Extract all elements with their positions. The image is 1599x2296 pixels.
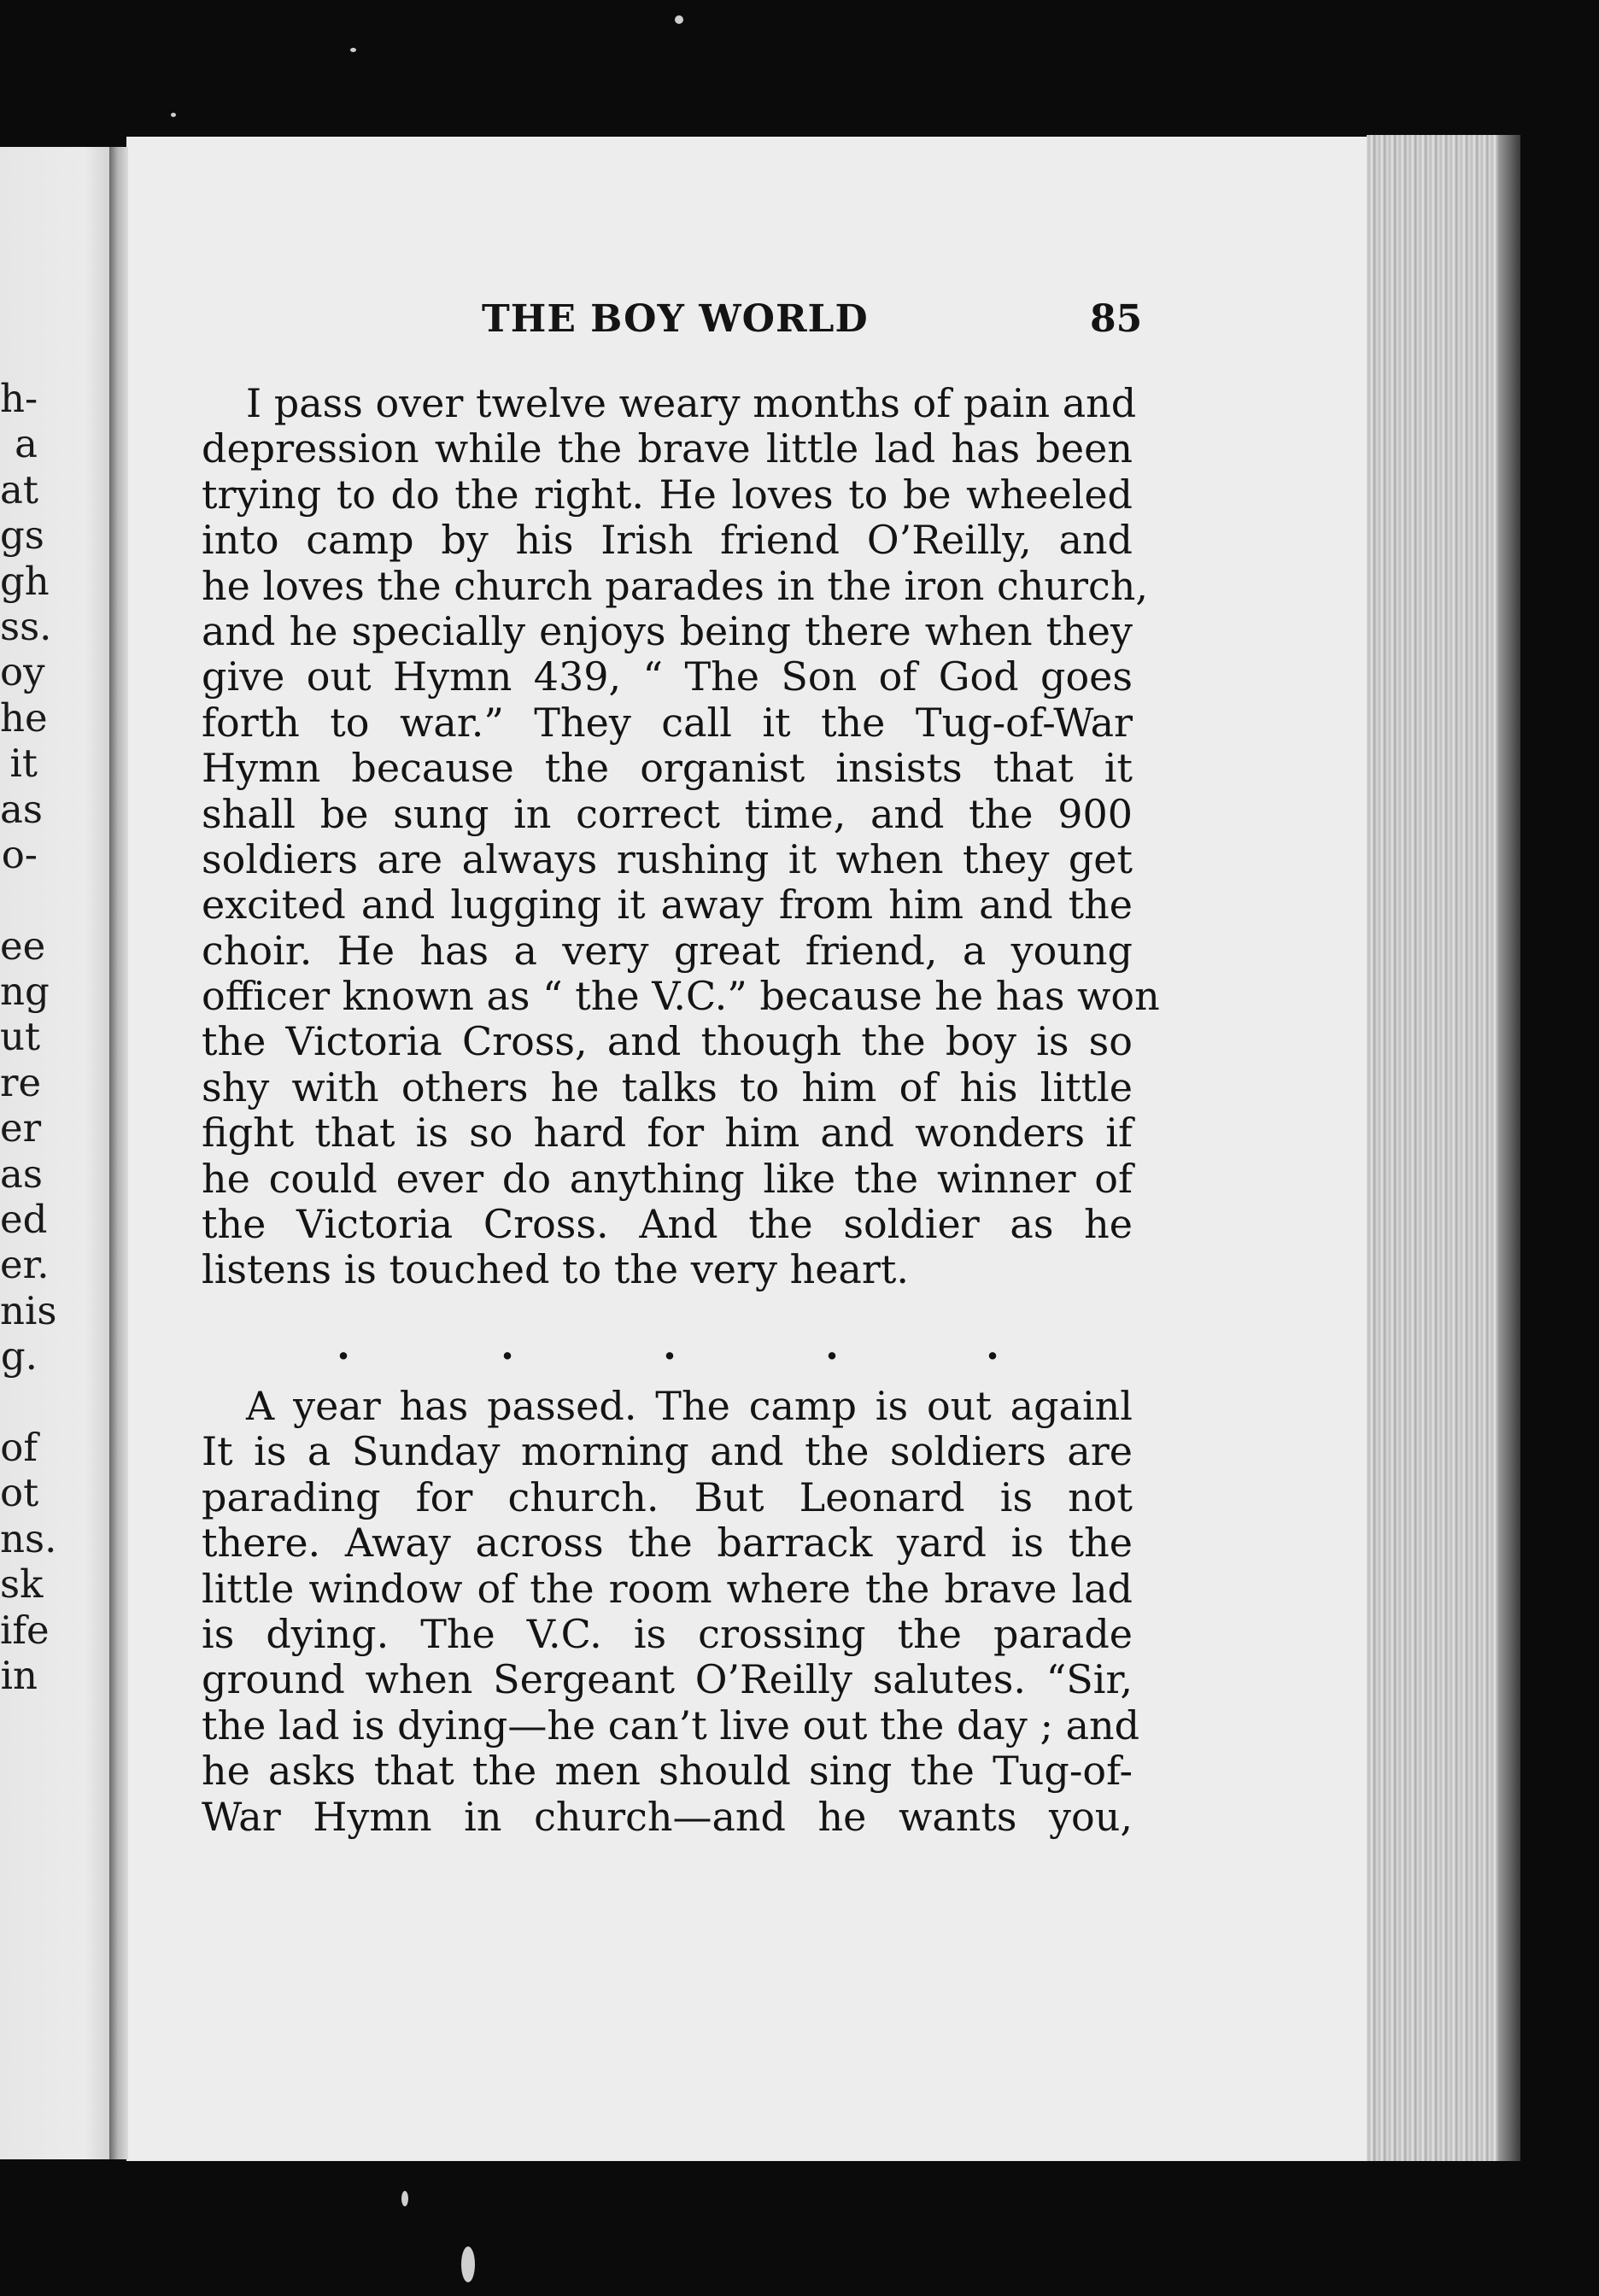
left-fragment: nis (0, 1287, 57, 1333)
left-fragment: er (0, 1105, 42, 1151)
section-dot: . (337, 1322, 351, 1368)
left-fragment: oy (0, 649, 45, 695)
left-fragment: ife (0, 1607, 50, 1653)
scan-speck (350, 48, 356, 52)
section-dot: . (825, 1322, 840, 1368)
running-title: THE BOY WORLD (482, 297, 869, 341)
left-fragment: er. (0, 1242, 50, 1288)
left-fragment: ss. (0, 603, 52, 649)
text-line: Hymn because the organist insists that it (202, 745, 1133, 792)
section-break (202, 1322, 1133, 1374)
scan-speck (461, 2246, 475, 2282)
left-fragment: ns. (0, 1515, 57, 1561)
text-line: the Victoria Cross, and though the boy is so (202, 1018, 1133, 1065)
text-line: soldiers are always rushing it when they get (202, 835, 1133, 882)
left-fragment: re (0, 1059, 42, 1105)
left-fragment: h- (0, 376, 38, 421)
running-head (0, 297, 1599, 348)
left-fragment: ng (0, 969, 50, 1015)
left-fragment: ut (0, 1014, 41, 1060)
text-line: It is a Sunday morning and the soldiers are (202, 1428, 1133, 1475)
left-fragment: as (0, 786, 43, 832)
section-dot: . (663, 1322, 677, 1368)
left-fragment: sk (0, 1561, 44, 1608)
page-edges (1367, 135, 1520, 2161)
text-line: officer known as “ the V.C.” because he has won (202, 973, 1160, 1020)
left-fragment (0, 877, 38, 922)
scan-speck (675, 15, 683, 24)
text-line: shy with others he talks to him of his little (202, 1063, 1133, 1110)
text-line: War Hymn in church—and he wants you, (202, 1793, 1133, 1840)
text-line: and he specially enjoys being there when they (202, 607, 1133, 654)
text-line: fight that is so hard for him and wonders if (202, 1110, 1133, 1157)
paragraph-1 (202, 380, 1160, 1293)
text-line: the Victoria Cross. And the soldier as he (202, 1201, 1133, 1248)
left-fragment: he (0, 694, 48, 741)
left-fragment: gs (0, 512, 44, 559)
book-gutter (109, 147, 128, 2159)
left-fragment: in (0, 1652, 38, 1698)
section-dot: . (986, 1322, 1000, 1368)
left-fragment: gh (0, 558, 50, 604)
text-line: ground when Sergeant O’Reilly salutes. “Sir, (202, 1656, 1133, 1703)
page-number: 85 (1090, 297, 1143, 341)
text-line: excited and lugging it away from him and the (202, 882, 1133, 928)
text-line: into camp by his Irish friend O’Reilly, and (202, 517, 1133, 564)
text-line: trying to do the right. He loves to be wheeled (202, 471, 1133, 518)
left-fragment: ed (0, 1197, 48, 1243)
text-line: choir. He has a very great friend, a young (202, 927, 1133, 974)
left-fragment: at (0, 466, 38, 512)
text-line: give out Hymn 439, “ The Son of God goes (202, 653, 1133, 700)
section-dot: . (501, 1322, 515, 1368)
text-line: parading for church. But Leonard is not (202, 1473, 1133, 1520)
text-line: he could ever do anything like the winner of (202, 1155, 1133, 1202)
text-line: there. Away across the barrack yard is the (202, 1520, 1133, 1567)
left-page-text-fragments (0, 376, 57, 1698)
left-fragment: as (0, 1151, 43, 1197)
text-line: A year has passed. The camp is out againl (246, 1383, 1133, 1429)
left-fragment: o- (1, 831, 38, 877)
left-fragment (0, 1379, 38, 1425)
text-line: shall be sung in correct time, and the 900 (202, 790, 1133, 837)
paragraph-2 (202, 1383, 1140, 1840)
left-fragment: it (9, 741, 38, 787)
text-line: forth to war.” They call it the Tug-of-War (202, 699, 1133, 746)
text-line: listens is touched to the very heart. (202, 1246, 909, 1293)
scan-speck (401, 2191, 408, 2206)
text-line: little window of the room where the brave lad (202, 1565, 1133, 1612)
text-line: he loves the church parades in the iron church, (202, 562, 1149, 609)
text-line: is dying. The V.C. is crossing the parade (202, 1610, 1133, 1657)
left-fragment: a (15, 421, 38, 467)
scan-speck (171, 113, 176, 117)
left-fragment: g. (0, 1333, 38, 1379)
text-line: depression while the brave little lad has been (202, 425, 1133, 472)
left-fragment: ot (0, 1470, 39, 1516)
text-line: he asks that the men should sing the Tug-of- (202, 1748, 1133, 1795)
left-fragment: of (0, 1424, 38, 1470)
left-fragment: ee (0, 922, 46, 969)
text-line: I pass over twelve weary months of pain and (246, 380, 1137, 426)
text-line: the lad is dying—he can’t live out the day ; and (202, 1702, 1140, 1748)
